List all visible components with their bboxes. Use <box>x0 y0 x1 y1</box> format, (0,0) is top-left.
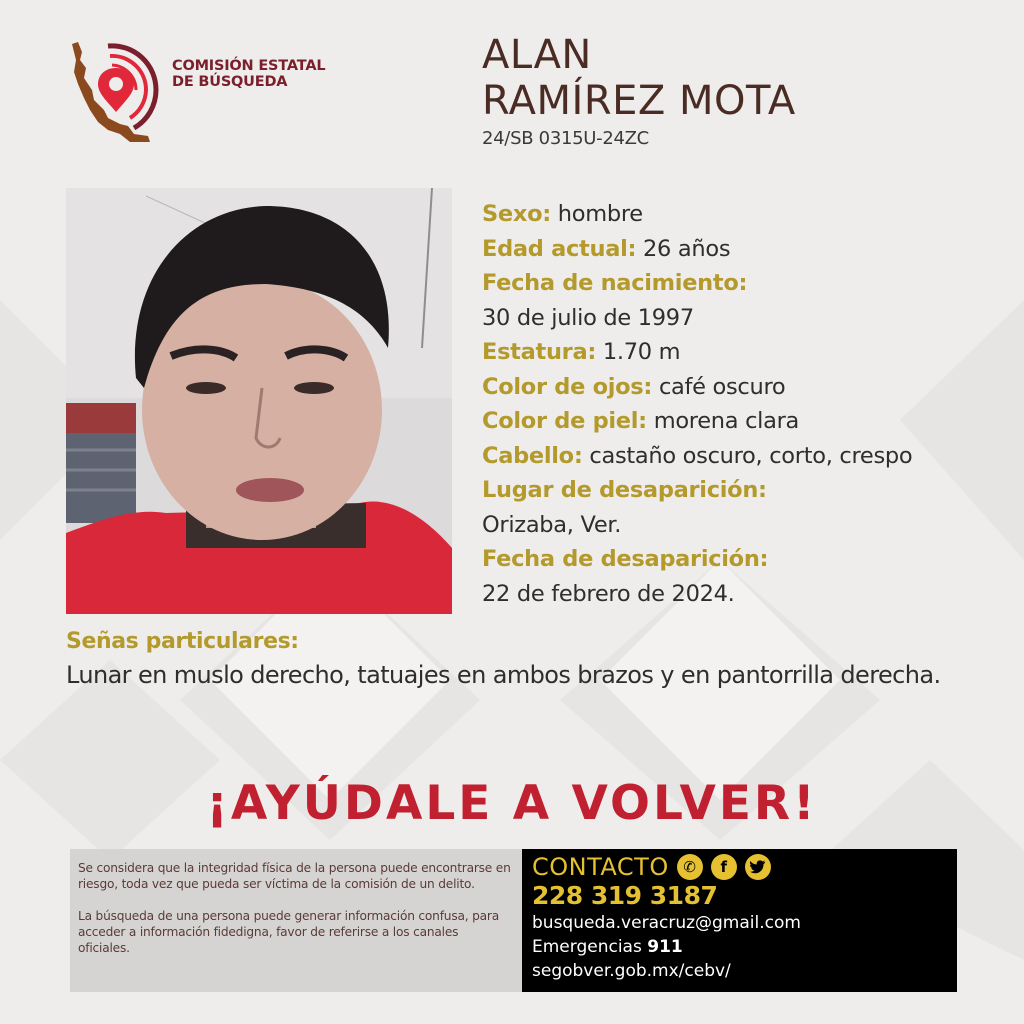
disclaimer-paragraph-1: Se considera que la integridad física de la persona puede encontrarse en riesgo, toda vez que pueda ser víctima de la comisión de un delito. <box>78 861 511 891</box>
contact-phone[interactable]: 228 319 3187 <box>532 881 718 910</box>
distinguishing-marks <box>66 626 1016 692</box>
contact-emergency: Emergencias 911 <box>532 937 683 957</box>
emergency-number[interactable]: 911 <box>647 937 683 957</box>
twitter-icon[interactable] <box>745 854 771 880</box>
slogan: ¡AYÚDALE A VOLVER! <box>206 776 818 831</box>
contact-header <box>532 853 947 881</box>
detail-disappearance-place-value: Orizaba, Ver. <box>482 511 622 538</box>
detail-height: Estatura: 1.70 m <box>482 339 681 365</box>
detail-birthdate-value: 30 de julio de 1997 <box>482 304 694 331</box>
detail-hair: Cabello: castaño oscuro, corto, crespo <box>482 442 913 469</box>
detail-sex: Sexo: hombre <box>482 201 643 227</box>
detail-eye-color: Color de ojos: café oscuro <box>482 373 786 400</box>
phone-icon[interactable]: ✆ <box>677 854 703 880</box>
contact-title: CONTACTO <box>532 853 669 881</box>
detail-disappearance-date-value: 22 de febrero de 2024. <box>482 580 735 607</box>
person-details <box>482 197 1017 611</box>
contact-website[interactable]: segobver.gob.mx/cebv/ <box>532 961 731 981</box>
detail-disappearance-place-label: Lugar de desaparición: <box>482 477 767 503</box>
distinguishing-marks-value: Lunar en muslo derecho, tatuajes en ambos brazos y en pantorrilla derecha. <box>66 661 941 689</box>
last-names: RAMÍREZ MOTA <box>482 78 796 124</box>
case-id: 24/SB 0315U-24ZC <box>482 128 649 149</box>
organization-logo <box>68 38 358 143</box>
detail-skin-color: Color de piel: morena clara <box>482 408 800 434</box>
contact-email[interactable]: busqueda.veracruz@gmail.com <box>532 913 801 933</box>
detail-birthdate-label: Fecha de nacimiento: <box>482 270 748 296</box>
detail-age: Edad actual: 26 años <box>482 235 731 262</box>
disclaimer-paragraph-2: La búsqueda de una persona puede generar información confusa, para acceder a información fidedigna, favor de referirse a los canales oficiales. <box>78 909 499 955</box>
person-header <box>482 32 796 149</box>
disclaimer-box <box>70 849 522 992</box>
distinguishing-marks-label: Señas particulares: <box>66 629 299 654</box>
organization-name: COMISIÓN ESTATAL DE BÚSQUEDA <box>172 58 326 90</box>
first-name: ALAN <box>482 32 592 78</box>
facebook-icon[interactable]: f <box>711 854 737 880</box>
person-photo <box>66 188 452 614</box>
contact-box <box>522 849 957 992</box>
detail-disappearance-date-label: Fecha de desaparición: <box>482 546 769 572</box>
veracruz-map-location-pin-icon <box>68 38 168 143</box>
